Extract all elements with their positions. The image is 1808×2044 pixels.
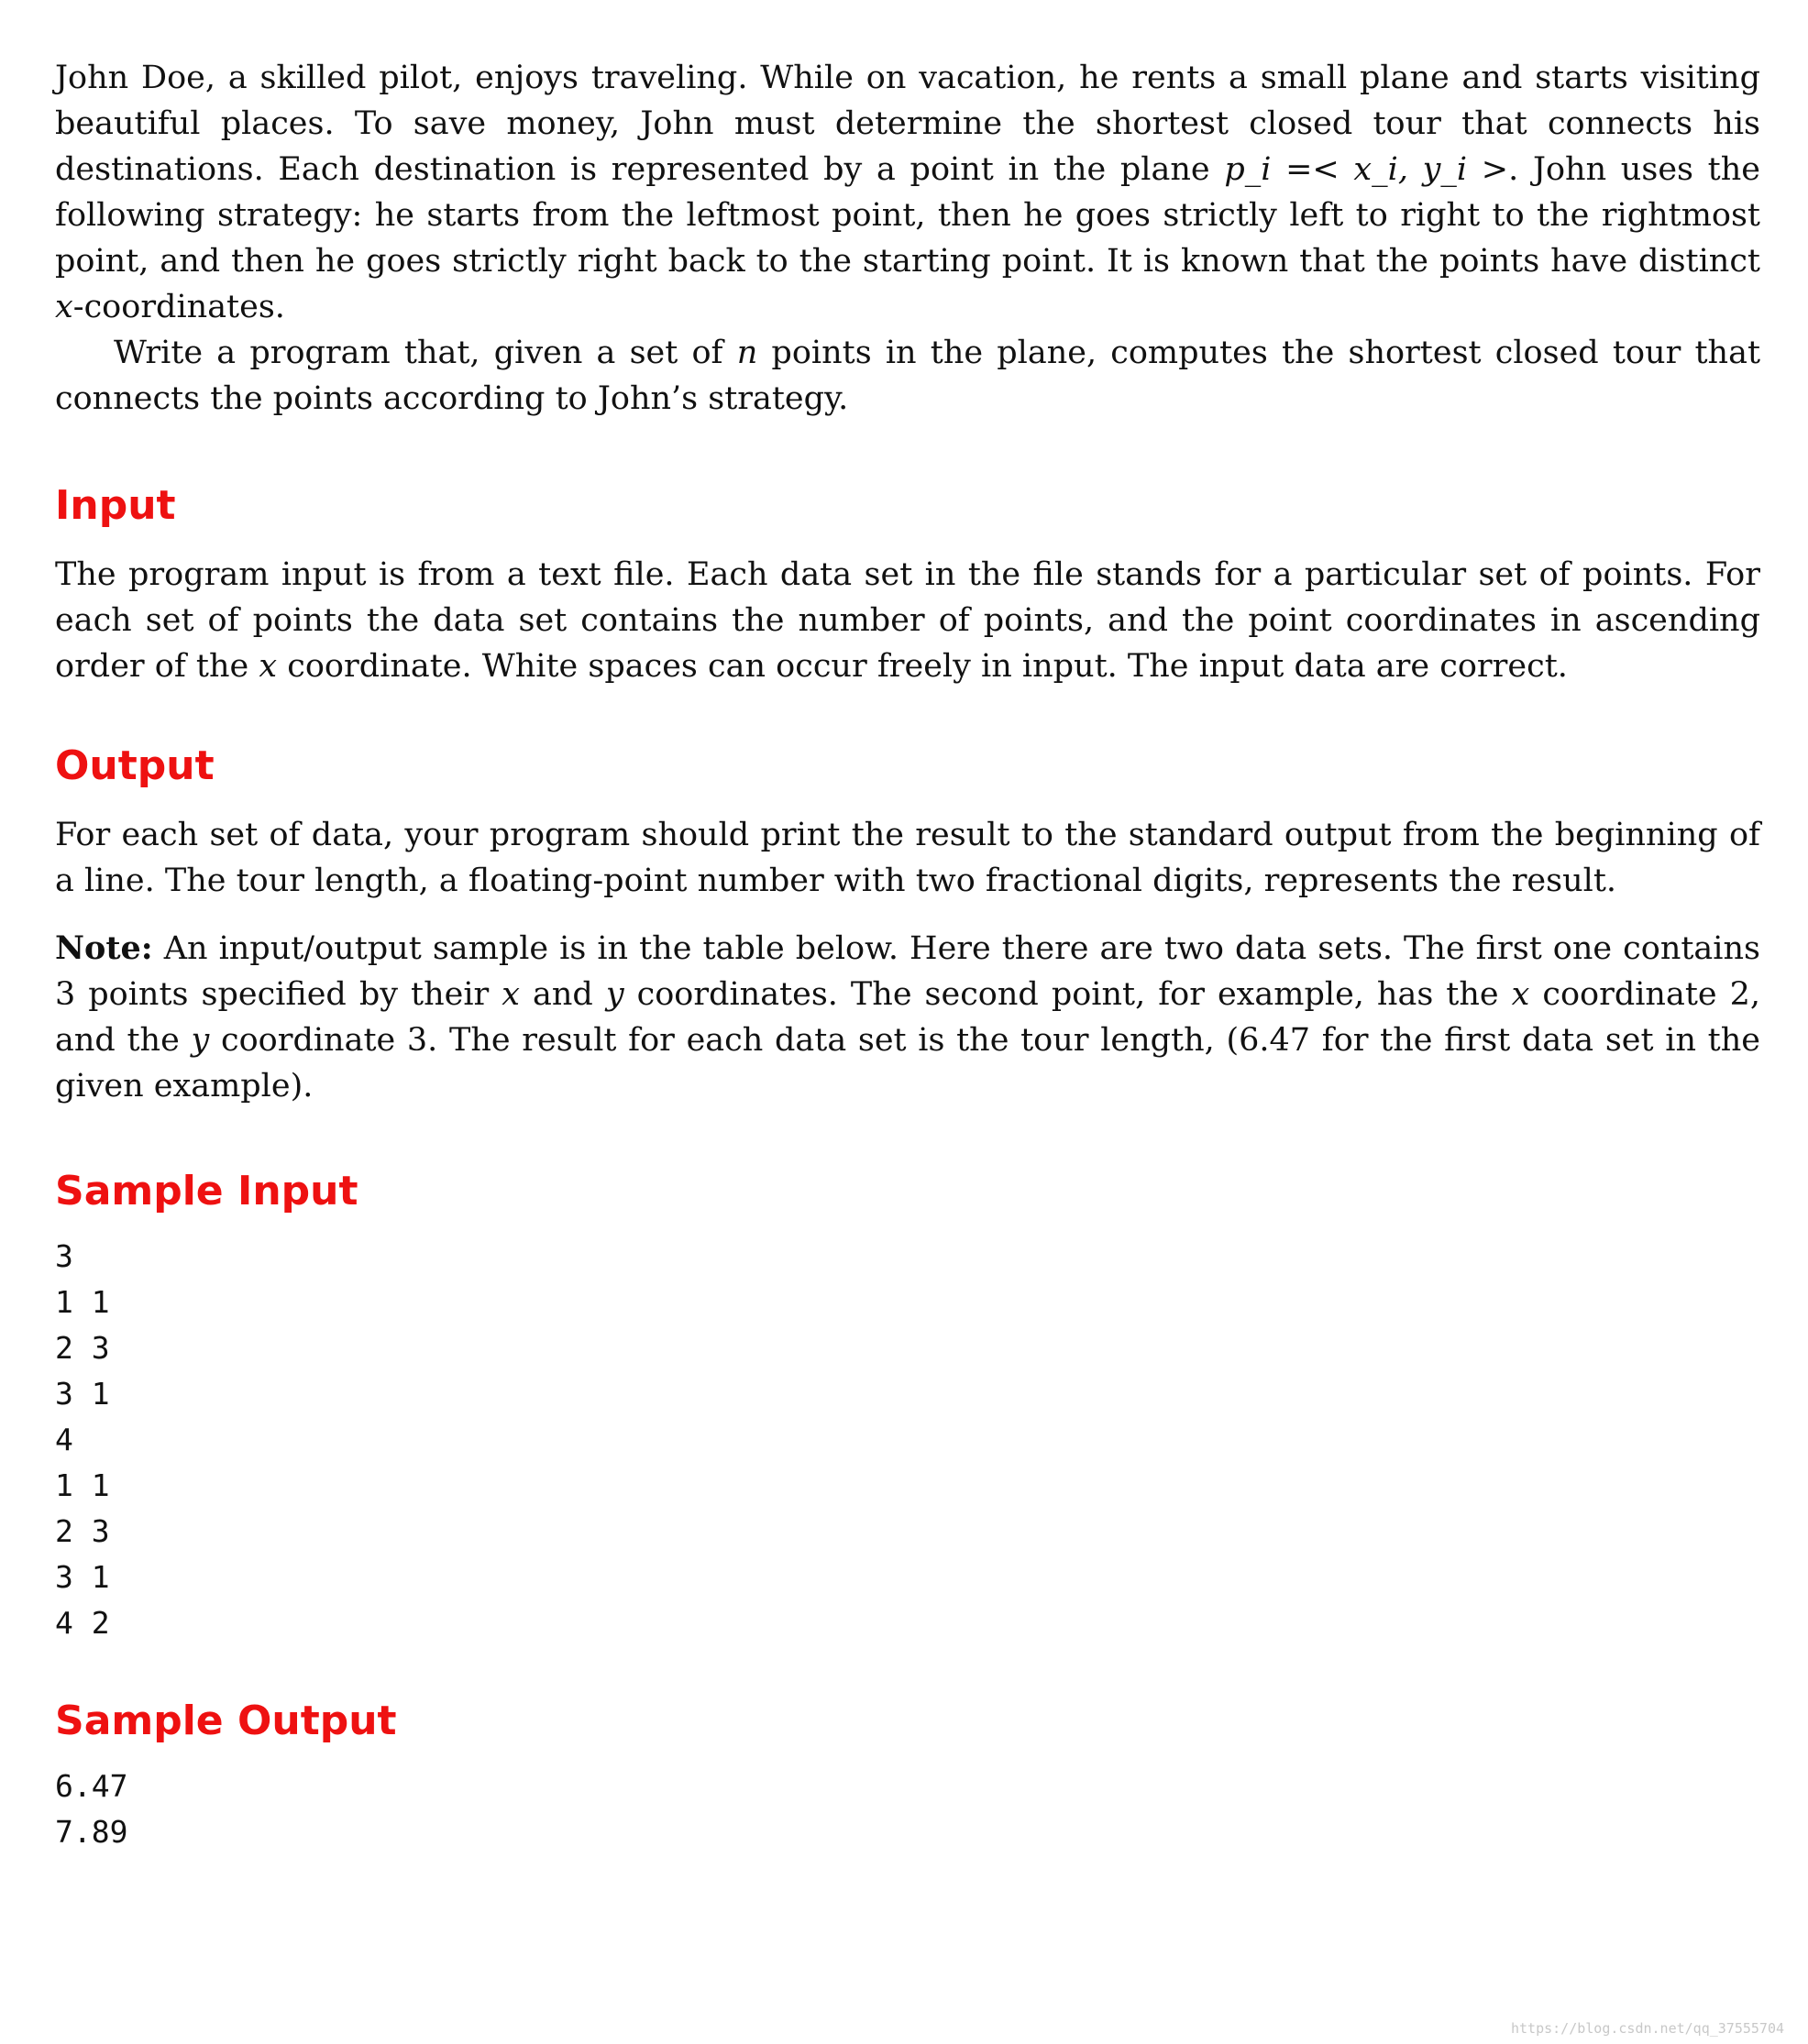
input-description <box>55 552 1760 689</box>
note-paragraph <box>55 926 1760 1109</box>
x-var: x <box>259 648 278 685</box>
intro-text-2: . John uses the following strategy: he starts from the leftmost point, then he goes strictly left to right to the rightmost point, and then he goes strictly right back to the starting point. It is known that the points have distinct <box>55 151 1760 280</box>
x-var: x <box>55 289 73 325</box>
intro-text-4: Write a program that, given a set of <box>114 335 737 371</box>
intro-text-5: points in the plane, computes the shortest closed tour that connects the points according to John’s strategy. <box>55 335 1761 417</box>
sample-output-line: 7.89 <box>55 1814 128 1850</box>
problem-statement <box>55 55 1760 1855</box>
x-var: x <box>502 976 520 1013</box>
note-text-2: and <box>520 976 606 1013</box>
input-text-2: coordinate. White spaces can occur freely in input. The input data are correct. <box>277 648 1568 685</box>
note-label: Note: <box>55 929 153 967</box>
sample-input-line: 3 <box>55 1238 73 1274</box>
sample-input-line: 4 2 <box>55 1605 110 1641</box>
intro-paragraph-1 <box>55 55 1760 330</box>
point-formula: p_i =< x_i, y_i > <box>1224 151 1509 188</box>
y-var: y <box>605 976 624 1013</box>
sample-input-line: 1 1 <box>55 1284 110 1320</box>
intro-text-1: John Doe, a skilled pilot, enjoys traveling. While on vacation, he rents a small plane and starts visiting beautiful places. To save money, John must determine the shortest closed tour that connects his destinations. Each destination is represented by a point in the plane <box>55 60 1760 188</box>
sample-input-heading: Sample Input <box>55 1168 358 1214</box>
note-text-5: coordinate 3. The result for each data set is the tour length, (6.47 for the first data set in the given example). <box>55 1022 1760 1104</box>
n-var: n <box>736 335 758 371</box>
sample-input-block <box>55 1234 1760 1646</box>
sample-input-line: 2 3 <box>55 1513 110 1549</box>
intro-paragraph-2 <box>55 330 1760 422</box>
sample-output-heading: Sample Output <box>55 1698 397 1744</box>
sample-input-line: 3 1 <box>55 1376 110 1412</box>
x-var: x <box>1511 976 1530 1013</box>
input-heading: Input <box>55 482 176 529</box>
watermark-url: https://blog.csdn.net/qq_37555704 <box>1510 2020 1784 2037</box>
output-description: For each set of data, your program should print the result to the standard output from the beginning of a line. The tour length, a floating-point number with two fractional digits, represents the result. <box>55 817 1760 899</box>
note-text-4: coordinate 2, and the <box>55 976 1760 1059</box>
sample-output-block <box>55 1764 1760 1855</box>
note-text-3: coordinates. The second point, for example, has the <box>623 976 1512 1013</box>
sample-input-line: 3 1 <box>55 1559 110 1595</box>
input-text-1: The program input is from a text file. Each data set in the file stands for a particular set of points. For each set of points the data set contains the number of points, and the point coordinates in ascending order of the <box>55 556 1760 685</box>
sample-input-line: 2 3 <box>55 1330 110 1366</box>
note-text-1: An input/output sample is in the table below. Here there are two data sets. The first one contains 3 points specified by their <box>55 930 1760 1013</box>
sample-input-line: 1 1 <box>55 1467 110 1503</box>
y-var: y <box>191 1022 210 1059</box>
sample-output-line: 6.47 <box>55 1768 128 1804</box>
sample-input-line: 4 <box>55 1422 73 1457</box>
output-heading: Output <box>55 742 215 789</box>
intro-text-3: -coordinates. <box>72 289 285 325</box>
